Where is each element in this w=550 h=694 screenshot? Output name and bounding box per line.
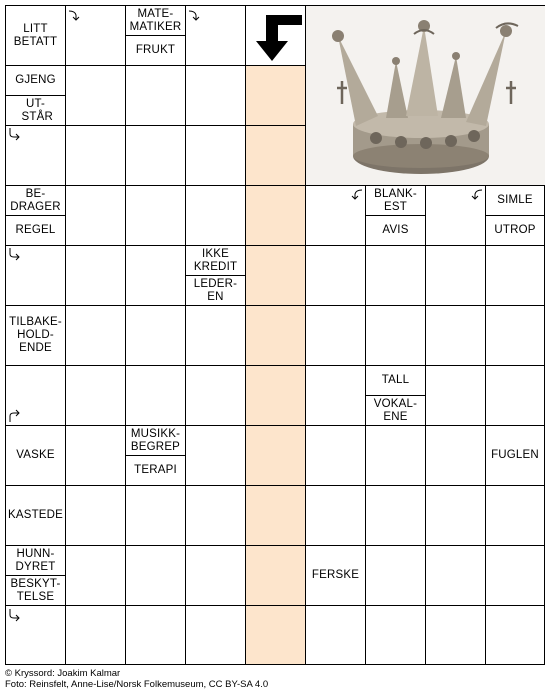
clue-avis: AVIS xyxy=(366,216,425,245)
arrow-up-right-icon xyxy=(7,409,21,423)
grid-line xyxy=(5,245,545,246)
clue-bedrager: BE-DRAGER xyxy=(6,186,65,215)
arrow-down-right-icon xyxy=(7,608,21,622)
arrow-left-down-icon xyxy=(350,187,364,201)
grid-line xyxy=(185,5,186,665)
arrow-down-right-icon xyxy=(7,127,21,141)
grid-line xyxy=(125,5,126,665)
clue-fuglen: FUGLEN xyxy=(486,426,544,485)
grid-line xyxy=(5,664,545,665)
clue-vokalene: VOKAL-ENE xyxy=(366,396,425,425)
clue-frukt: FRUKT xyxy=(126,36,185,65)
grid-line xyxy=(5,305,545,306)
grid-line xyxy=(5,485,545,486)
crown-icon xyxy=(306,6,545,185)
solution-arrow-icon xyxy=(254,13,304,63)
clue-terapi: TERAPI xyxy=(126,456,185,485)
arrow-left-down-icon xyxy=(470,187,484,201)
clue-gjeng: GJENG xyxy=(6,66,65,95)
clue-litt-betatt: LITT BETATT xyxy=(6,6,65,65)
credit-photo: Foto: Reinsfelt, Anne-Lise/Norsk Folkemuseum, CC BY-SA 4.0 xyxy=(5,679,269,690)
grid-line xyxy=(5,365,545,366)
grid-line xyxy=(5,545,545,546)
grid-line xyxy=(65,5,66,665)
grid-line xyxy=(5,125,305,126)
clue-utstar: UT-STÅR xyxy=(6,96,65,125)
clue-tall: TALL xyxy=(366,366,425,395)
clue-simle: SIMLE xyxy=(486,186,544,215)
clue-musikkbegrep: MUSIKK-BEGREP xyxy=(126,426,185,455)
clue-kastede: KASTEDE xyxy=(6,486,65,545)
clue-beskyttelse: BESKYT-TELSE xyxy=(6,576,65,605)
clue-ikke-kredit: IKKE KREDIT xyxy=(186,246,245,275)
grid-line xyxy=(5,425,545,426)
clue-lederen: LEDER-EN xyxy=(186,276,245,305)
clue-hunndyret: HUNN-DYRET xyxy=(6,546,65,575)
clue-vaske: VASKE xyxy=(6,426,65,485)
grid-line xyxy=(245,5,246,665)
clue-regel: REGEL xyxy=(6,216,65,245)
clue-tilbakeholdende: TILBAKE-HOLD-ENDE xyxy=(6,306,65,365)
clue-utrop: UTROP xyxy=(486,216,544,245)
crown-photo xyxy=(306,6,545,185)
arrow-down-right-icon xyxy=(7,247,21,261)
credit-puzzle: © Kryssord: Joakim Kalmar xyxy=(5,668,121,679)
credits xyxy=(5,668,268,690)
clue-matematiker: MATE-MATIKER xyxy=(126,6,185,35)
crossword-grid xyxy=(5,5,545,665)
clue-ferske: FERSKE xyxy=(306,546,365,605)
arrow-right-down-icon xyxy=(67,8,81,22)
grid-line xyxy=(5,185,545,186)
clue-blankest: BLANK-EST xyxy=(366,186,425,215)
grid-line xyxy=(5,605,545,606)
arrow-right-down-icon xyxy=(187,8,201,22)
